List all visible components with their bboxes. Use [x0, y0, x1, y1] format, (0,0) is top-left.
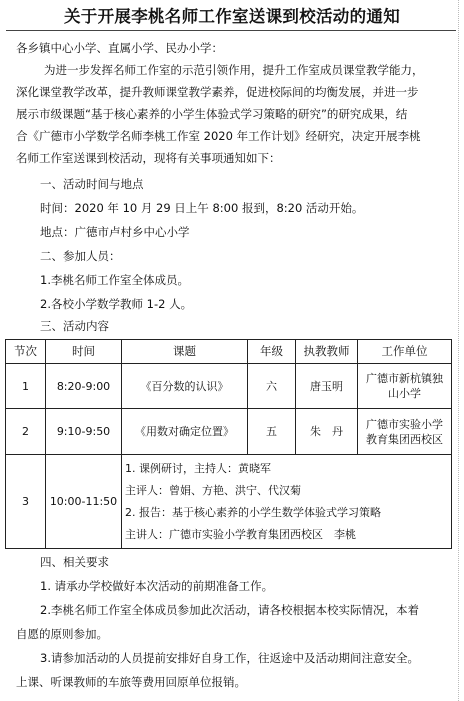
schedule-table [5, 339, 452, 549]
requirement-line: 3.请参加活动的人员提前安排好自身工作，往返途中及活动期间注意安全。 [40, 651, 419, 665]
table-row [6, 455, 452, 549]
column-header: 年级 [248, 340, 296, 364]
activity-time: 时间：2020 年 10 月 29 日上午 8:00 报到，8:20 活动开始。 [40, 201, 364, 215]
participant-item: 1.李桃名师工作室全体成员。 [40, 273, 189, 287]
cell-topic: 《用数对确定位置》 [122, 409, 248, 455]
requirement-line: 2.李桃名师工作室全体成员参加此次活动，请各校根据本校实际情况，本着 [40, 603, 419, 617]
intro-line: 合《广德市小学数学名师李桃工作室 2020 年工作计划》经研究，决定开展李桃 [16, 129, 421, 143]
salutation: 各乡镇中心小学、直属小学、民办小学： [16, 41, 223, 55]
intro-line: 展示市级课题“基于核心素养的小学生体验式学习策略的研究”的研究成果，结 [16, 107, 408, 121]
column-header: 时间 [46, 340, 122, 364]
intro-line: 名师工作室送课到校活动，现将有关事项通知如下： [16, 151, 281, 165]
cell-time: 10:00-11:50 [46, 455, 122, 549]
cell-time: 8:20-9:00 [46, 364, 122, 409]
intro-line: 深化课堂教学改革，提升教师课堂教学素养，促进校际间的均衡发展，并进一步 [16, 85, 419, 99]
program-line: 2. 报告：基于核心素养的小学生数学体验式学习策略 [125, 505, 381, 519]
intro-line: 为进一步发挥名师工作室的示范引领作用，提升工作室成员课堂教学能力， [44, 63, 424, 77]
cell-grade: 六 [248, 364, 296, 409]
title-divider [6, 30, 456, 31]
unit-line: 山小学 [388, 387, 421, 400]
section3-heading: 三、活动内容 [40, 319, 109, 333]
cell-unit [358, 409, 452, 455]
cell-topic: 《百分数的认识》 [122, 364, 248, 409]
column-header: 节次 [6, 340, 46, 364]
cell-unit [358, 364, 452, 409]
margin-guide [458, 0, 460, 701]
requirement-line: 上课、听课教师的车旅等费用回原单位报销。 [16, 675, 246, 689]
cell-time: 9:10-9:50 [46, 409, 122, 455]
document-title: 关于开展李桃名师工作室送课到校活动的通知 [64, 7, 400, 26]
program-line: 1. 课例研讨，主持人：黄晓军 [125, 461, 271, 475]
column-header: 执教教师 [296, 340, 358, 364]
program-line: 主讲人：广德市实验小学教育集团西校区 李桃 [125, 527, 356, 541]
cell-merged-program [122, 455, 452, 549]
unit-line: 广德市新杭镇独 [366, 372, 443, 385]
cell-teacher: 朱 丹 [296, 409, 358, 455]
table-header-row [6, 340, 452, 364]
section1-heading: 一、活动时间与地点 [40, 177, 144, 191]
table-row [6, 409, 452, 455]
cell-session: 1 [6, 364, 46, 409]
program-line: 主评人：曾娟、方艳、洪宁、代汉菊 [125, 483, 301, 497]
requirement-line: 1. 请承办学校做好本次活动的前期准备工作。 [40, 579, 274, 593]
cell-grade: 五 [248, 409, 296, 455]
column-header: 工作单位 [358, 340, 452, 364]
activity-place: 地点：广德市卢村乡中心小学 [40, 225, 190, 239]
unit-line: 广德市实验小学 [366, 417, 443, 431]
cell-teacher: 唐玉明 [296, 364, 358, 409]
section2-heading: 二、参加人员： [40, 249, 121, 263]
cell-session: 2 [6, 409, 46, 455]
unit-line: 教育集团西校区 [366, 432, 443, 446]
table-row [6, 364, 452, 409]
participant-item: 2.各校小学数学教师 1-2 人。 [40, 297, 193, 311]
section4-heading: 四、相关要求 [40, 555, 109, 569]
requirement-line: 自愿的原则参加。 [16, 627, 108, 641]
column-header: 课题 [122, 340, 248, 364]
cell-session: 3 [6, 455, 46, 549]
